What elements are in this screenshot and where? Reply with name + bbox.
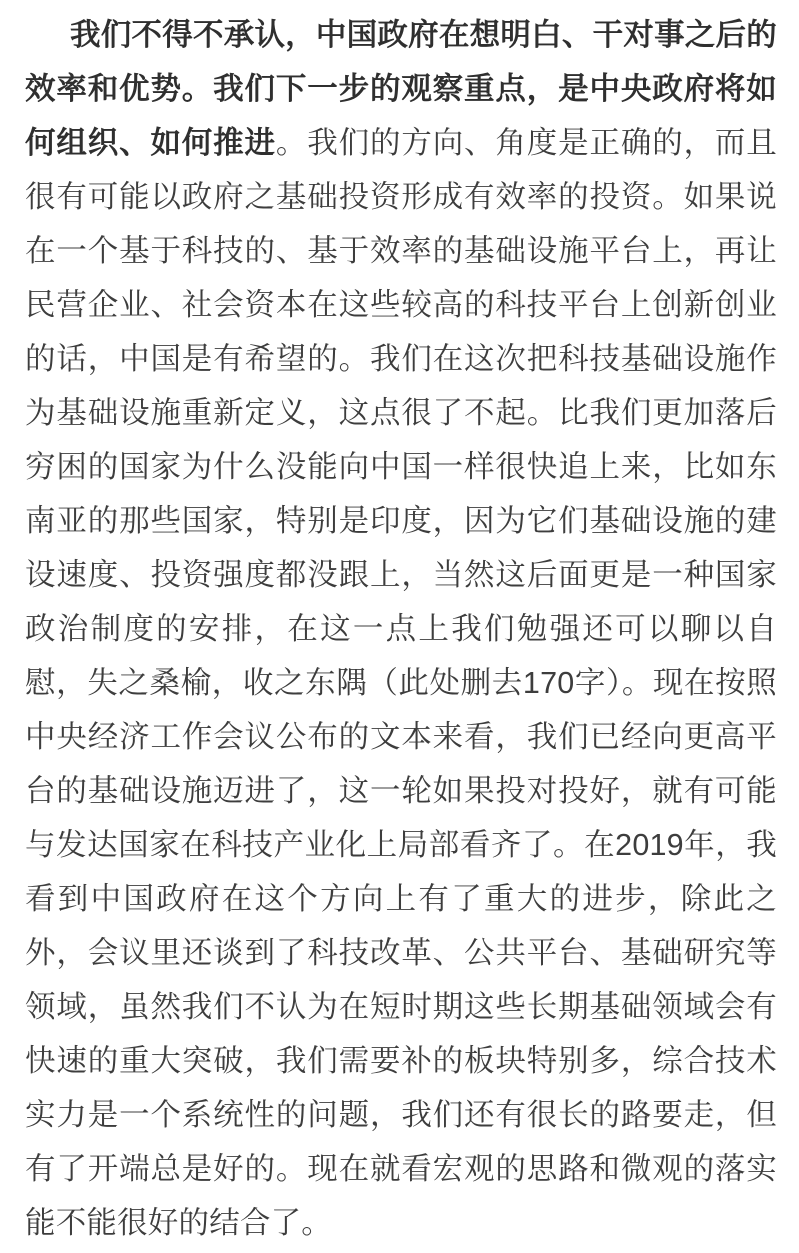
article-paragraph xyxy=(25,8,777,1250)
article-body-text: 。我们的方向、角度是正确的，而且很有可能以政府之基础投资形成有效率的投资。如果说在一个基于科技的、基于效率的基础设施平台上，再让民营企业、社会资本在这些较高的科技平台上创新创业的话，中国是有希望的。我们在这次把科技基础设施作为基础设施重新定义，这点很了不起。比我们更加落后穷困的国家为什么没能向中国一样很快追上来，比如东南亚的那些国家，特别是印度，因为它们基础设施的建设速度、投资强度都没跟上，当然这后面更是一种国家政治制度的安排，在这一点上我们勉强还可以聊以自慰，失之桑榆，收之东隅（此处删去170字）。现在按照中央经济工作会议公布的文本来看，我们已经向更高平台的基础设施迈进了，这一轮如果投对投好，就有可能与发达国家在科技产业化上局部看齐了。在2019年，我看到中国政府在这个方向上有了重大的进步，除此之外，会议里还谈到了科技改革、公共平台、基础研究等领域，虽然我们不认为在短时期这些长期基础领域会有快速的重大突破，我们需要补的板块特别多，综合技术实力是一个系统性的问题，我们还有很长的路要走，但有了开端总是好的。现在就看宏观的思路和微观的落实能不能很好的结合了。 xyxy=(25,126,777,1240)
article-lead-bold-text: 我们不得不承认，中国政府在想明白、干对事之后的效率和优势。我们下一步的观察重点，是中央政府将如何组织、如何推进 xyxy=(25,18,777,160)
article-text-block xyxy=(25,8,777,1250)
